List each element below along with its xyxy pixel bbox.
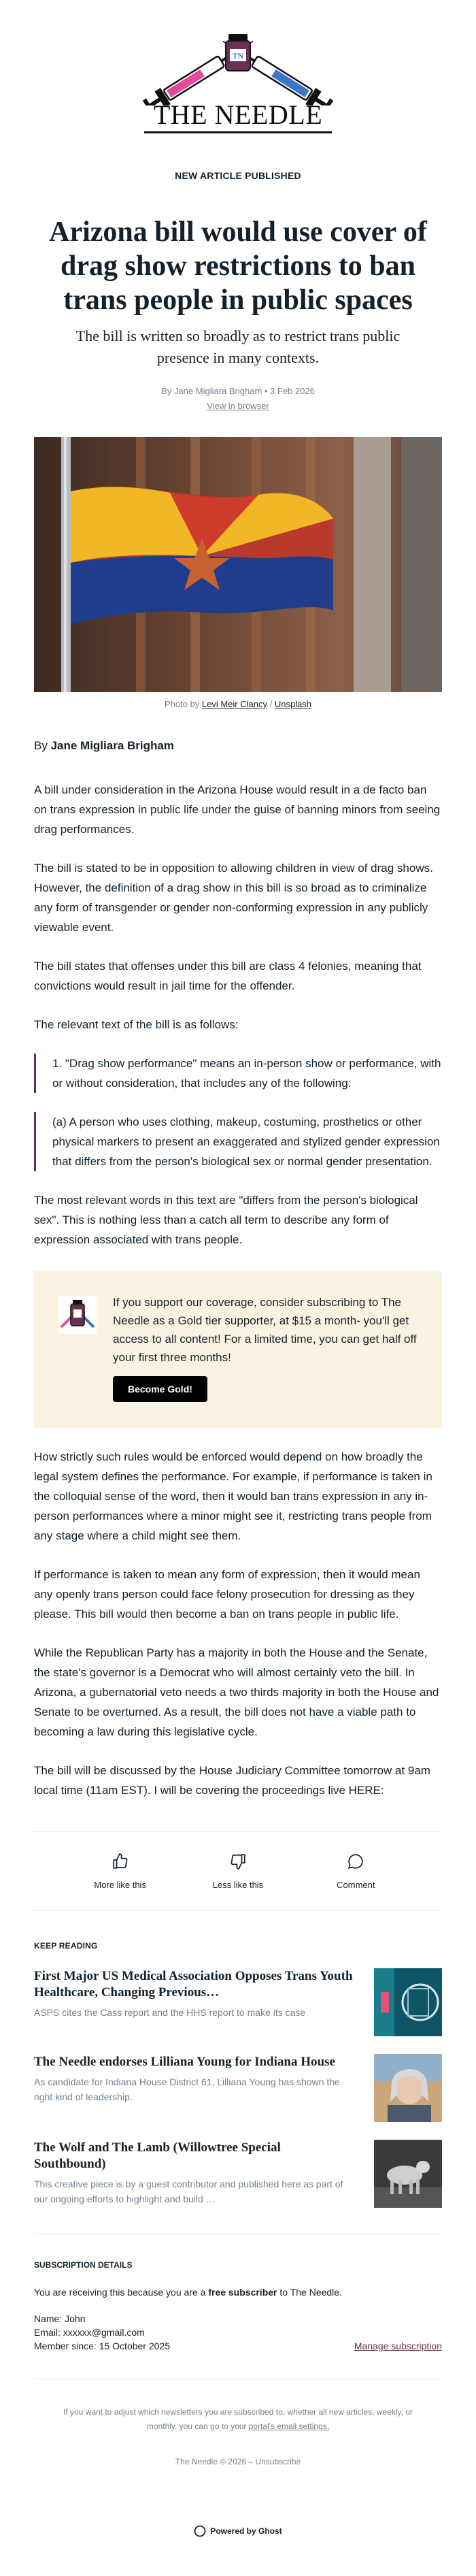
footer-copyright[interactable]: The Needle © 2026 – Unsubscribe bbox=[175, 2457, 301, 2466]
header-logo[interactable] bbox=[34, 0, 442, 140]
paragraph: While the Republican Party has a majority in both the House and the Senate, the state's governor is a Democrat who will almost certainly veto the bill. In Arizona, a gubernatorial veto needs a two thirds majority in both the House and Senate to be overturned. As a result, the bill does not have a viable path to becoming a law during this legislative cycle. bbox=[34, 1646, 439, 1738]
quote-text: 1. "Drag show performance" means an in-person show or performance, with or without consideration, that includes any of the following: bbox=[52, 1057, 441, 1090]
keep-reading-item[interactable] bbox=[34, 2140, 442, 2208]
paragraph: A bill under consideration in the Arizona House would result in a de facto ban on trans expression in public life under the guise of banning minors from seeing drag performances. bbox=[34, 783, 441, 836]
comment-label: Comment bbox=[337, 1880, 375, 1890]
keep-reading-desc: This creative piece is by a guest contributor and published here as part of our ongoing efforts to highlight and build … bbox=[34, 2179, 343, 2204]
manage-subscription-link[interactable]: Manage subscription bbox=[354, 2341, 442, 2351]
paragraph: How strictly such rules would be enforced would depend on how broadly the legal system defines the performance. For example, if performance is taken in the colloquial sense of the word, then it would ban trans expression in any in-person performances where a minor might see it, restricting trans people from any stage where a child might see them. bbox=[34, 1450, 432, 1542]
paragraph: The bill states that offenses under this bill are class 4 felonies, meaning that convictions would result in jail time for the offender. bbox=[34, 960, 422, 992]
less-like-this-button[interactable] bbox=[187, 1853, 289, 1890]
ghost-logo-icon bbox=[194, 2525, 206, 2537]
footer-note-text: If you want to adjust which newsletters you are subscribed to, whether all new articles, weekly, or monthly, you can go to your bbox=[63, 2407, 413, 2431]
author-prefix: By bbox=[34, 739, 51, 752]
keep-reading-thumbnail-icon[interactable] bbox=[374, 2054, 442, 2122]
become-gold-button[interactable]: Become Gold! bbox=[113, 1376, 207, 1402]
subscription-tier: free subscriber bbox=[208, 2287, 277, 2298]
kicker-label: NEW ARTICLE PUBLISHED bbox=[175, 170, 301, 181]
thumbs-up-icon bbox=[112, 1853, 129, 1870]
keep-reading-thumbnail-icon[interactable] bbox=[374, 1968, 442, 2036]
subscription-suffix: to The Needle. bbox=[277, 2287, 342, 2298]
paragraph: The relevant text of the bill is as follows: bbox=[34, 1018, 239, 1031]
powered-by-ghost[interactable] bbox=[34, 2525, 442, 2537]
comment-bubble-icon bbox=[347, 1853, 364, 1870]
photo-author-link[interactable]: Levi Meir Clancy bbox=[201, 699, 267, 709]
keep-reading-label: KEEP READING bbox=[34, 1941, 98, 1951]
arizona-flag-photo-icon bbox=[34, 437, 442, 692]
view-in-browser-link[interactable]: View in browser bbox=[207, 401, 269, 411]
paragraph: The bill will be discussed by the House Judiciary Committee tomorrow at 9am local time (11am EST). I will be covering the proceedings live HERE: bbox=[34, 1764, 430, 1797]
cta-text: If you support our coverage, consider subscribing to The Needle as a Gold tier supporter, at $15 a month- you'll get access to all content! For a limited time, you can get half off your first three months! bbox=[113, 1296, 417, 1364]
subscriber-email: Email: xxxxxx@gmail.com bbox=[34, 2327, 145, 2338]
paragraph: The most relevant words in this text are "differs from the person's biological sex". This is nothing less than a catch all term to describe any form of expression associated with trans people. bbox=[34, 1194, 418, 1246]
subscriber-details bbox=[34, 2312, 442, 2353]
paragraph: If performance is taken to mean any form of expression, then it would mean any openly trans person could face felony prosecution for dressing as they please. This bill would then become a ban on trans people in public life. bbox=[34, 1568, 420, 1620]
comment-button[interactable] bbox=[305, 1853, 407, 1890]
subscriber-name: Name: John bbox=[34, 2313, 86, 2324]
caption-prefix: Photo by bbox=[164, 699, 202, 709]
subscription-status bbox=[34, 2285, 442, 2300]
keep-reading-title[interactable]: First Major US Medical Association Opposes Trans Youth Healthcare, Changing Previous… bbox=[34, 1969, 353, 2000]
blockquote bbox=[34, 1054, 442, 1093]
keep-reading-title[interactable]: The Wolf and The Lamb (Willowtree Special Southbound) bbox=[34, 2140, 281, 2171]
caption-sep: / bbox=[267, 699, 275, 709]
needle-logo-icon bbox=[139, 27, 337, 105]
article-title[interactable]: Arizona bill would use cover of drag show restrictions to ban trans people in public spaces bbox=[49, 216, 427, 316]
keep-reading-thumbnail-icon[interactable] bbox=[374, 2140, 442, 2208]
feedback-bar bbox=[34, 1832, 442, 1910]
subscription-details-label: SUBSCRIPTION DETAILS bbox=[34, 2260, 133, 2270]
needle-vial-icon bbox=[58, 1296, 97, 1334]
email-settings-link[interactable]: portal's email settings. bbox=[248, 2422, 330, 2431]
article-meta: By Jane Migliara Brigham • 3 Feb 2026 bbox=[161, 386, 315, 396]
member-since: Member since: 15 October 2025 bbox=[34, 2341, 170, 2351]
photo-source-link[interactable]: Unsplash bbox=[274, 699, 312, 709]
keep-reading-item[interactable] bbox=[34, 1968, 442, 2036]
logo-mark-text: TN bbox=[232, 51, 244, 61]
quote-text: (a) A person who uses clothing, makeup, costuming, prosthetics or other physical markers to present an exaggerated and stylized gender expression that differs from the person's biological sex or normal gender presentation. bbox=[52, 1115, 440, 1168]
author-line bbox=[34, 739, 442, 753]
subscribe-cta-box bbox=[34, 1271, 442, 1428]
keep-reading-desc: As candidate for Indiana House District 61, Lilliana Young has shown the right kind of leadership. bbox=[34, 2076, 340, 2102]
less-like-this-label: Less like this bbox=[212, 1880, 264, 1890]
author-name: Jane Migliara Brigham bbox=[50, 739, 174, 752]
brand-name: THE NEEDLE bbox=[144, 101, 332, 133]
photo-caption bbox=[34, 699, 442, 709]
powered-by-label: Powered by Ghost bbox=[210, 2526, 282, 2536]
keep-reading-item[interactable] bbox=[34, 2054, 442, 2122]
footer-note bbox=[34, 2405, 442, 2434]
keep-reading-title[interactable]: The Needle endorses Lilliana Young for Indiana House bbox=[34, 2055, 335, 2069]
blockquote bbox=[34, 1112, 442, 1171]
subscription-prefix: You are receiving this because you are a bbox=[34, 2287, 209, 2298]
divider bbox=[34, 1910, 442, 1911]
more-like-this-label: More like this bbox=[94, 1880, 146, 1890]
paragraph: The bill is stated to be in opposition to allowing children in view of drag shows. However, the definition of a drag show in this bill is so broad as to criminalize any form of transgender or gender non-conforming expression in any publicly viewable event. bbox=[34, 862, 433, 934]
article-subtitle: The bill is written so broadly as to restrict trans public presence in many contexts. bbox=[75, 327, 401, 366]
thumbs-down-icon bbox=[229, 1853, 247, 1870]
more-like-this-button[interactable] bbox=[69, 1853, 171, 1890]
keep-reading-desc: ASPS cites the Cass report and the HHS report to make its case bbox=[34, 2007, 306, 2018]
hero-image bbox=[34, 437, 442, 692]
article-body bbox=[34, 780, 442, 1800]
